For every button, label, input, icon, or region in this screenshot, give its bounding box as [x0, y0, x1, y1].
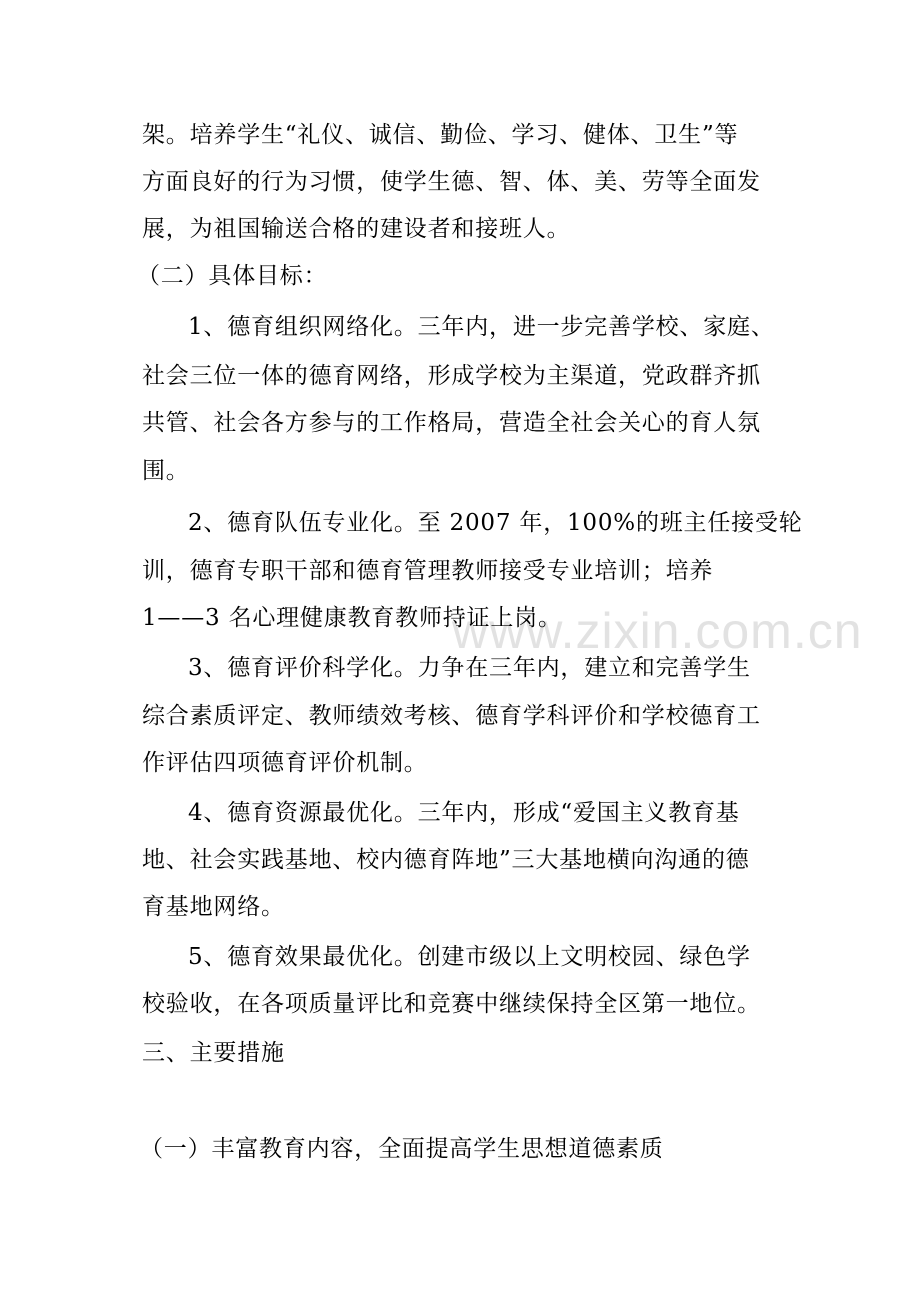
paragraph-line: 校验收，在各项质量评比和竞赛中继续保持全区第一地位。: [142, 991, 761, 1017]
watermark: www.zixin.com.cn: [452, 603, 863, 659]
paragraph-line: 围。: [142, 458, 190, 484]
paragraph-line: 2、德育队伍专业化。至 2007 年，100%的班主任接受轮: [188, 510, 803, 536]
paragraph-line: 1、德育组织网络化。三年内，进一步完善学校、家庭、: [188, 314, 775, 340]
section-heading: （二）具体目标：: [137, 263, 328, 289]
paragraph-line: 4、德育资源最优化。三年内，形成“爱国主义教育基: [188, 800, 740, 826]
paragraph-line: 3、德育评价科学化。力争在三年内，建立和完善学生: [188, 655, 751, 681]
paragraph-line: 地、社会实践基地、校内德育阵地”三大基地横向沟通的德: [142, 847, 750, 873]
paragraph-line: 育基地网络。: [142, 894, 285, 920]
paragraph-line: 作评估四项德育评价机制。: [142, 750, 428, 776]
paragraph-line: 训，德育专职干部和德育管理教师接受专业培训；培养: [142, 558, 714, 584]
paragraph-line: 1——3 名心理健康教育教师持证上岗。: [142, 605, 562, 631]
section-heading: 三、主要措施: [142, 1040, 285, 1066]
paragraph-line: 展，为祖国输送合格的建设者和接班人。: [142, 216, 571, 242]
paragraph-line: 架。培养学生“礼仪、诚信、勤俭、学习、健体、卫生”等: [142, 122, 739, 148]
paragraph-line: 共管、社会各方参与的工作格局，营造全社会关心的育人氛: [142, 410, 761, 436]
paragraph-line: 综合素质评定、教师绩效考核、德育学科评价和学校德育工: [142, 703, 761, 729]
paragraph-line: 方面良好的行为习惯，使学生德、智、体、美、劳等全面发: [142, 169, 761, 195]
section-heading: （一）丰富教育内容，全面提高学生思想道德素质: [140, 1136, 664, 1162]
paragraph-line: 社会三位一体的德育网络，形成学校为主渠道，党政群齐抓: [142, 363, 761, 389]
paragraph-line: 5、德育效果最优化。创建市级以上文明校园、绿色学: [188, 944, 751, 970]
